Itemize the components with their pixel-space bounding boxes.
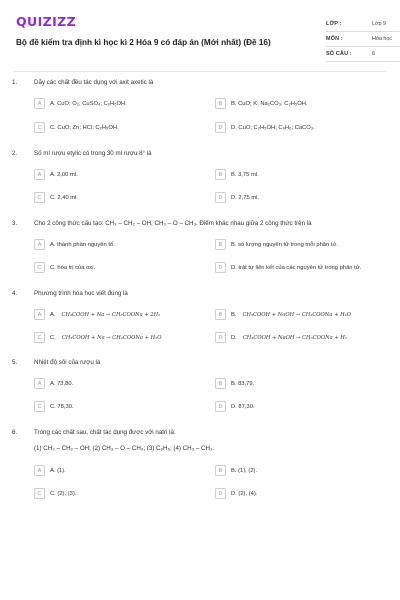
option-letter-box: B	[215, 378, 226, 389]
option-text: A. (1).	[50, 467, 66, 474]
option-b[interactable]	[215, 239, 338, 250]
option-letter-box: C	[34, 122, 45, 133]
question-text: Số ml rượu etylic có trong 30 ml rượu 8° là	[34, 150, 152, 157]
equation-text: CH₃COOH + NaOH → CH₃COONa + H₂	[242, 334, 348, 341]
header-divider	[14, 71, 386, 72]
option-letter-box: D	[215, 262, 226, 273]
option-text: D. CuO; C₂H₅OH; C₆H₆; CaCO₃.	[231, 124, 315, 131]
option-d[interactable]	[215, 488, 257, 499]
option-c[interactable]	[34, 122, 119, 133]
option-text: A. 2,00 ml.	[50, 171, 78, 178]
question-number: 5.	[12, 359, 18, 366]
option-text: D. 87,30.	[231, 403, 255, 410]
option-letter-box: B	[215, 98, 226, 109]
question-number: 1.	[12, 79, 18, 86]
option-a[interactable]	[34, 378, 73, 389]
question-text: Phương trình hóa học viết đúng là	[34, 290, 128, 297]
option-text: A. CuO; O₂; CuSO₄; C₂H₅OH.	[50, 100, 127, 107]
option-letter-box: A	[34, 98, 45, 109]
option-a[interactable]	[34, 309, 160, 320]
option-a[interactable]	[34, 169, 78, 180]
option-a[interactable]	[34, 465, 66, 476]
option-text: B. (1), (2).	[231, 467, 258, 474]
option-letter-box: A	[34, 169, 45, 180]
option-c[interactable]	[34, 401, 74, 412]
option-text: C. 2,40 ml.	[50, 194, 79, 201]
meta-row-class	[326, 17, 400, 32]
option-letter-box: D	[215, 488, 226, 499]
meta-value: 6	[372, 51, 375, 57]
question-text: Nhiệt độ sôi của rượu là	[34, 359, 101, 366]
option-label: C.	[50, 334, 56, 341]
option-letter-box: A	[34, 239, 45, 250]
equation-text: CH₃COOH + Na → CH₃COONa + H₂O	[61, 334, 162, 341]
option-d[interactable]	[215, 401, 255, 412]
option-c[interactable]	[34, 262, 95, 273]
option-letter-box: B	[215, 239, 226, 250]
option-letter-box: D	[215, 192, 226, 203]
option-letter-box: B	[215, 309, 226, 320]
question-text: Dãy các chất đều tác dụng với axit axetic là	[34, 79, 154, 86]
option-letter-box: A	[34, 465, 45, 476]
option-text: B. số lượng nguyên tử trong mỗi phân tử.	[231, 241, 338, 248]
meta-row-count	[326, 47, 400, 62]
option-text: B. 3,75 ml.	[231, 171, 259, 178]
option-c[interactable]	[34, 332, 162, 343]
question-text: Trong các chất sau, chất tác dụng được với natri là:	[34, 429, 176, 436]
meta-label: MÔN :	[326, 36, 343, 42]
option-d[interactable]	[215, 332, 347, 343]
option-letter-box: D	[215, 401, 226, 412]
option-letter-box: C	[34, 401, 45, 412]
option-text: A. 73,80.	[50, 380, 74, 387]
option-b[interactable]	[215, 98, 308, 109]
option-c[interactable]	[34, 488, 76, 499]
option-label: D.	[231, 334, 237, 341]
option-letter-box: A	[34, 378, 45, 389]
worksheet-header	[14, 10, 393, 62]
option-letter-box: C	[34, 332, 45, 343]
option-c[interactable]	[34, 192, 78, 203]
meta-panel	[326, 17, 400, 62]
option-d[interactable]	[215, 122, 315, 133]
option-d[interactable]	[215, 192, 259, 203]
option-text: D. (2), (4).	[231, 490, 258, 497]
question-number: 4.	[12, 290, 18, 297]
option-label: A.	[50, 311, 56, 318]
option-label: B.	[231, 311, 237, 318]
option-letter-box: D	[215, 122, 226, 133]
question-number: 2.	[12, 150, 18, 157]
option-letter-box: C	[34, 262, 45, 273]
option-d[interactable]	[215, 262, 361, 273]
question-text: Cho 2 công thức cấu tạo: CH₃ – CH₂ – OH, CH₃ – O – CH₃. Điểm khác nhau giữa 2 công thức trên là	[34, 220, 312, 227]
option-text: C. 78,30.	[50, 403, 74, 410]
question-number: 6.	[12, 429, 18, 436]
option-letter-box: C	[34, 488, 45, 499]
option-a[interactable]	[34, 239, 115, 250]
option-text: C. CuO; Zn; HCl; C₂H₅OH.	[50, 124, 119, 131]
document-title: Bộ đề kiểm tra định kì học kì 2 Hóa 9 có đáp án (Mới nhất) (Đề 16)	[16, 38, 271, 47]
option-letter-box: B	[215, 465, 226, 476]
meta-value: Hóa học	[372, 36, 393, 42]
question-text-line2: (1) CH₃ – CH₂ – OH; (2) CH₃ – O – CH₃; (3) C₆H₆; (4) CH₃ – CH₃.	[34, 445, 215, 452]
meta-label: SỐ CÂU :	[326, 51, 352, 57]
option-b[interactable]	[215, 465, 257, 476]
option-letter-box: B	[215, 169, 226, 180]
meta-row-subject	[326, 32, 400, 47]
option-text: C. hóa trị của oxi.	[50, 264, 96, 271]
meta-label: LỚP :	[326, 21, 342, 27]
option-text: D. 2,75 ml.	[231, 194, 260, 201]
equation-text: CH₃COOH + NaOH → CH₃COONa + H₂O	[242, 311, 351, 318]
option-text: C. (2), (3).	[50, 490, 77, 497]
option-letter-box: D	[215, 332, 226, 343]
equation-text: CH₃COOH + Na → CH₃COONa + 2H₂	[61, 311, 161, 318]
option-letter-box: C	[34, 192, 45, 203]
option-b[interactable]	[215, 309, 351, 320]
meta-value: Lớp 9	[372, 21, 387, 27]
question-number: 3.	[12, 220, 18, 227]
option-text: A. thành phần nguyên tố.	[50, 241, 115, 248]
option-text: B. CuO; K; Na₂CO₃; C₂H₅OH.	[231, 100, 308, 107]
option-a[interactable]	[34, 98, 127, 109]
option-text: B. 83,79.	[231, 380, 255, 387]
option-text: D. trật tự liên kết của các nguyên tử trong phân tử.	[231, 264, 362, 271]
option-b[interactable]	[215, 378, 254, 389]
option-b[interactable]	[215, 169, 259, 180]
quizizz-logo: QUIZIZZ	[16, 14, 77, 29]
option-letter-box: A	[34, 309, 45, 320]
